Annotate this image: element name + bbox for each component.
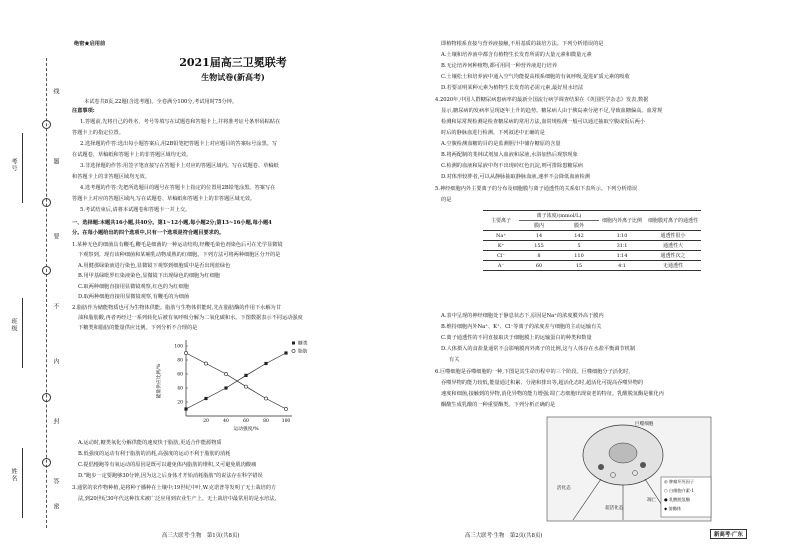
footer-page-1: 高三大联考·生物 第1页(共8页) bbox=[162, 533, 240, 539]
table-cell: 4∶1 bbox=[599, 261, 645, 271]
y-tick-label: 60 bbox=[177, 372, 183, 378]
data-point bbox=[264, 397, 267, 400]
seal-circle bbox=[42, 393, 51, 402]
notes-heading: 注意事项: bbox=[72, 108, 95, 114]
seal-circle bbox=[42, 198, 51, 207]
data-point bbox=[284, 351, 287, 354]
table-cell: 通透性次之 bbox=[645, 251, 701, 261]
note-line: 答题卡上对应的答题区域内,写在试题卷、草稿纸和答题卡上的非答题区域无效。 bbox=[72, 196, 256, 202]
table-cell: 通透性大 bbox=[645, 241, 701, 251]
table-cell: A⁻ bbox=[483, 261, 519, 271]
question-1-option-a: A.用健那绿染液进行染色,显微镜下观察到细胞质中是否出现蓝绿色 bbox=[78, 263, 231, 269]
diagram-label-super-activated: 超活化态 bbox=[605, 506, 624, 511]
table-header: 离子浓度/(mmol/L) bbox=[519, 211, 599, 221]
page-subtitle: 生物试卷(新高考) bbox=[201, 72, 265, 82]
seal-mark: 要 bbox=[52, 233, 59, 240]
diagram-label-apoptosis: 凋亡 bbox=[647, 498, 657, 503]
table-header: 主要离子 bbox=[483, 211, 519, 231]
table-header-row bbox=[483, 211, 701, 221]
fill-line bbox=[22, 448, 23, 518]
seal-mark: 答 bbox=[52, 478, 59, 485]
macrophage-diagram bbox=[543, 415, 715, 525]
legend-label: 糖类 bbox=[298, 341, 308, 347]
section-heading: 一、选择题:本题共16小题,共40分。第1~12小题,每小题2分;第13~16小题,每小题4 bbox=[72, 220, 272, 226]
question-5-option-c: C.离子通透性的不同直接取决于细胞膜上的运输蛋白的种类和数量 bbox=[441, 335, 592, 341]
question-5-option-d: D.人体摄入的食盐量通常不会影响膜内外离子的比例,这与人体存在水盐平衡调节机制 bbox=[441, 346, 636, 352]
diagram-label-macrophage: 巨噬细胞 bbox=[635, 422, 654, 427]
energy-supply-chart bbox=[152, 334, 322, 432]
question-6-stem: 6.巨噬细胞是吞噬细胞的一种,下图是其生命历程中的三个阶段。巨噬细胞分子活化时, bbox=[435, 369, 630, 375]
question-4-stem: 检测和尿常规检测是检查糖尿病的常用方法,血常规检测一般可以通过抽取空腹或饭后两小 bbox=[441, 119, 645, 125]
question-2-stem: 下糖类和脂肪的能量供应比例。下列分析不合理的是 bbox=[78, 325, 198, 331]
note-line: 答题卡上的指定位置。 bbox=[72, 130, 124, 136]
y-axis-label: 能量供应比例/% bbox=[157, 363, 162, 399]
question-6-stem: 吞噬异物的能力较低,能量通过积累、分泌和排出等,超活化态时,超活化可提高吞噬异物的 bbox=[441, 380, 644, 386]
question-3-continued: 即植物根系直接与营养液接触,不用基质的栽培方法。下列分析错误的是 bbox=[441, 41, 604, 47]
table-cell: 1∶10 bbox=[599, 231, 645, 241]
question-1-option-b: B.用甲基绿吡罗红染液染色,显微镜下出现绿色的细胞为红细胞 bbox=[78, 273, 220, 279]
table-header: 细胞内外离子比例 bbox=[599, 211, 645, 231]
question-4-option-b: B.将两配制的斐林试剂加入血液和尿液,水浴加热后观察现象 bbox=[441, 152, 578, 158]
question-3-option-a: A.土壤和培养液中都含有植物生长发育所需的大量元素和微量元素 bbox=[441, 52, 592, 58]
x-tick-label: 80 bbox=[263, 419, 269, 424]
data-point bbox=[224, 386, 227, 389]
question-4-stem: 时后的静脉血进行检测。下列叙述中正确的是 bbox=[441, 130, 545, 136]
seal-mark: 线 bbox=[52, 88, 59, 95]
question-2-option-c: C.提倡慢跑等有氧运动的原因是既可以避免体内脂肪的堆积,又可避免肌肉酸痛 bbox=[78, 462, 257, 468]
exam-intro: 本试卷共8页,22题(含选考题)。全卷满分100分,考试用时75分钟。 bbox=[84, 99, 238, 105]
y-tick-label: 80 bbox=[177, 358, 183, 364]
note-line: 3.非选择题的作答:用签字笔直接写在答题卡上对应的答题区域内。写在试题卷、草稿纸 bbox=[80, 163, 279, 169]
legend-label: 脂肪 bbox=[298, 349, 308, 355]
diagram-legend-item: ● 乳酸脱氢酶 bbox=[664, 497, 690, 502]
note-line: 2.选择题的作答:选出每小题答案后,用2B铅笔把答题卡上对应题目的答案标号涂黑。写 bbox=[80, 141, 278, 147]
macrophage-diagram-drawing bbox=[543, 415, 715, 525]
section-heading: 分。在每小题给出的四个选项中,只有一个选项是符合题目要求的。 bbox=[72, 230, 225, 236]
table-row bbox=[483, 251, 701, 261]
legend-marker bbox=[292, 342, 295, 345]
question-5-option-d: 有关 bbox=[449, 357, 460, 363]
question-1-option-d: D.取两种细胞直接用显微镜观察,有鞭毛的为细菌 bbox=[78, 294, 190, 300]
table-cell: 8 bbox=[519, 251, 559, 261]
data-point bbox=[224, 372, 227, 375]
ion-table bbox=[483, 210, 701, 271]
table-cell: 通透性很小 bbox=[645, 231, 701, 241]
question-5-option-a: A.表中呈现的神经细胞处于静息状态下,原因是Na⁺的浓度膜外高于膜内 bbox=[441, 313, 604, 319]
series-line-fat bbox=[186, 353, 286, 409]
seal-mark: 题 bbox=[52, 158, 59, 165]
note-line: 5.考试结束后,请将本试题卷和答题卡一并上交。 bbox=[80, 207, 191, 213]
data-point bbox=[244, 374, 247, 377]
question-3-option-c: C.土壤松土和培养液中通入空气均能提高根系细胞的有氧呼吸,促进矿质元素的吸收 bbox=[441, 74, 630, 80]
diagram-legend-item: ◎ 肿瘤坏死因子 bbox=[664, 479, 695, 484]
table-cell: K⁺ bbox=[483, 241, 519, 251]
data-point bbox=[244, 385, 247, 388]
legend-marker bbox=[292, 349, 295, 352]
note-line: 在试题卷、草稿纸和答题卡上的非答题区域均无效。 bbox=[72, 152, 192, 158]
table-row bbox=[483, 261, 701, 271]
field-exam-number: 考号 bbox=[10, 158, 17, 172]
question-1-stem: 下观察到。现有该种细菌和某哺乳动物成熟的红细胞。下列方法可将两种细胞区分开的是 bbox=[78, 252, 281, 258]
table-subheader: 膜内 bbox=[519, 221, 559, 231]
diagram-label-activated: 活化态 bbox=[557, 486, 571, 491]
diagram-legend-item: ◆ 溶酶体 bbox=[664, 506, 682, 511]
seal-circle bbox=[42, 458, 51, 467]
seal-mark: 不 bbox=[52, 303, 59, 310]
data-point bbox=[204, 397, 207, 400]
field-class: 班级 bbox=[10, 318, 17, 332]
table-cell: 110 bbox=[559, 251, 599, 261]
x-tick-label: 40 bbox=[223, 419, 229, 424]
table-header: 细胞膜对离子的通透性 bbox=[645, 211, 701, 231]
question-6-stem: 酮酸生成乳酸的一种重要酶类。下列分析正确的是 bbox=[441, 402, 556, 408]
question-4-option-d: D.对体形较胖者,可以从静脉抽取静脉血液,速率不会降低血液检测 bbox=[441, 174, 590, 180]
table-cell: Cl⁻ bbox=[483, 251, 519, 261]
note-line: 和答题卡上的非答题区域均无效。 bbox=[72, 174, 150, 180]
data-point bbox=[284, 407, 287, 410]
question-5-stem: 的是 bbox=[441, 197, 452, 203]
y-tick-label: 20 bbox=[177, 400, 183, 406]
table-cell: 155 bbox=[519, 241, 559, 251]
fill-line bbox=[22, 298, 23, 368]
page-title: 2021届高三卫冕联考 bbox=[179, 56, 287, 69]
question-6-stem: 速度和细菌,接触到的异物,消化异物的能力增强;凋亡态细胞出现衰老的特征。乳酸脱氢酶是催化丙 bbox=[441, 391, 664, 397]
edition-tag: 新高考·广东 bbox=[710, 529, 747, 539]
x-axis-label: 运动强度/% bbox=[233, 427, 259, 432]
data-point bbox=[184, 351, 187, 354]
binding-strip bbox=[6, 58, 64, 528]
table-cell: 15 bbox=[559, 261, 599, 271]
question-4-option-c: C.检测的血液和尿液中均不出现砖红色沉淀,则可排除患糖尿病 bbox=[441, 163, 583, 169]
question-5-option-b: B.维持细胞内外Na⁺、K⁺、Cl⁻等离子的浓度差与细胞的主动运输有关 bbox=[441, 324, 602, 330]
table-cell: 31∶1 bbox=[599, 241, 645, 251]
table-subheader: 膜外 bbox=[559, 221, 599, 231]
y-tick-label: 100 bbox=[174, 344, 183, 350]
note-line: 1.答题前,先将自己的姓名、考号等填写在试题卷和答题卡上,并将准考证号条形码粘贴在 bbox=[80, 119, 281, 125]
fill-line bbox=[22, 133, 23, 203]
data-point bbox=[204, 362, 207, 365]
table-cell: 142 bbox=[559, 231, 599, 241]
question-1-option-c: C.取两种细胞直接用显微镜观察,红色的为红细胞 bbox=[78, 284, 189, 290]
table-cell: 14 bbox=[519, 231, 559, 241]
x-tick-label: 100 bbox=[281, 419, 291, 424]
table-cell: 1∶14 bbox=[599, 251, 645, 261]
y-tick-label: 40 bbox=[177, 386, 183, 392]
footer-page-2: 高三大联考·生物 第2页(共8页) bbox=[465, 533, 543, 539]
question-2-option-b: B.低强度的运动有利于脂肪的消耗,高强度的运动不利于脂肪的消耗 bbox=[78, 451, 231, 457]
question-2-option-a: A.运动时,糖类氧化分解供能的速度快于脂肪,更适合作能源物质 bbox=[78, 440, 222, 446]
table-cell: 无通透性 bbox=[645, 261, 701, 271]
question-3-option-b: B.无论培养何种植物,都可用同一种营养液进行培养 bbox=[441, 63, 558, 69]
x-tick-label: 20 bbox=[203, 419, 209, 424]
question-2-option-d: D."跑步一定要跑够30分钟,因为这之后身体才开始消耗脂肪"的说法存在科学错误 bbox=[78, 473, 263, 479]
x-tick-label: 60 bbox=[243, 419, 249, 424]
seal-mark: 密 bbox=[52, 503, 59, 510]
seal-circle bbox=[42, 120, 51, 129]
table-cell: 5 bbox=[559, 241, 599, 251]
question-5-stem: 5.神经细胞内外主要离子的分布及细胞膜与离子通透性的关系如下表所示。下列分析错误 bbox=[435, 186, 638, 192]
data-point bbox=[264, 362, 267, 365]
table-cell: Na⁺ bbox=[483, 231, 519, 241]
question-4-option-a: A.空腹检测血糖的目的是监测胆汁中储存糖原的含量 bbox=[441, 141, 561, 147]
data-point bbox=[184, 407, 187, 410]
table-row bbox=[483, 231, 701, 241]
table-cell: 60 bbox=[519, 261, 559, 271]
question-1-stem: 1.某种无色的细菌具有鞭毛,鞭毛是细菌的一种运动结构,经鞭毛染色剂染色后可在光学显微镜 bbox=[72, 242, 283, 248]
field-name: 姓名 bbox=[10, 468, 17, 482]
diagram-legend-item: ○ 白细胞介素-1 bbox=[664, 488, 695, 493]
question-3-stem: 3.通常的农作物种植,是将种子播种在土壤中;19世纪中叶,W.克诺普等发明了无土栽培的方 bbox=[72, 485, 277, 491]
secret-label: 绝密★启用前 bbox=[74, 41, 106, 47]
question-4-stem: 4.2020年,中国人群糖尿病患病率的最新全国流行病学调查结果在《英国医学杂志》发表,数据 bbox=[435, 97, 649, 103]
question-3-option-d: D.若要证明某种元素为植物生长发育的必需元素,最好用水培法 bbox=[441, 85, 584, 91]
series-line-sugar bbox=[186, 353, 286, 409]
seal-mark: 内 bbox=[52, 358, 59, 365]
table-row bbox=[483, 241, 701, 251]
question-3-stem: 法,到20世纪30年代这种技术被广泛应用到农业生产上。无土栽培中最常用的是水培法, bbox=[78, 496, 277, 502]
question-2-stem: 2.脂肪作为储能物质也可为生物体供能。脂肪与生物体供能时,先在脂肪酶的作用下水解为甘 bbox=[72, 305, 281, 311]
seal-mark: 封 bbox=[52, 418, 59, 425]
question-4-stem: 显示,糖尿病的发病率呈现逐年上升的趋势。糖尿病人由于胰岛素分泌不足,导致血糖偏高。血常规 bbox=[441, 108, 663, 114]
seal-circle bbox=[42, 266, 51, 275]
question-2-stem: 油和脂肪酸,再者再经过一系列转化后被有氧呼吸分解为二氧化碳和水。下图数据表示不同运动强度 bbox=[78, 315, 303, 321]
note-line: 4.选考题的作答:先把所选题目的题号在答题卡上指定的位置用2B铅笔涂黑。答案写在 bbox=[80, 185, 276, 191]
